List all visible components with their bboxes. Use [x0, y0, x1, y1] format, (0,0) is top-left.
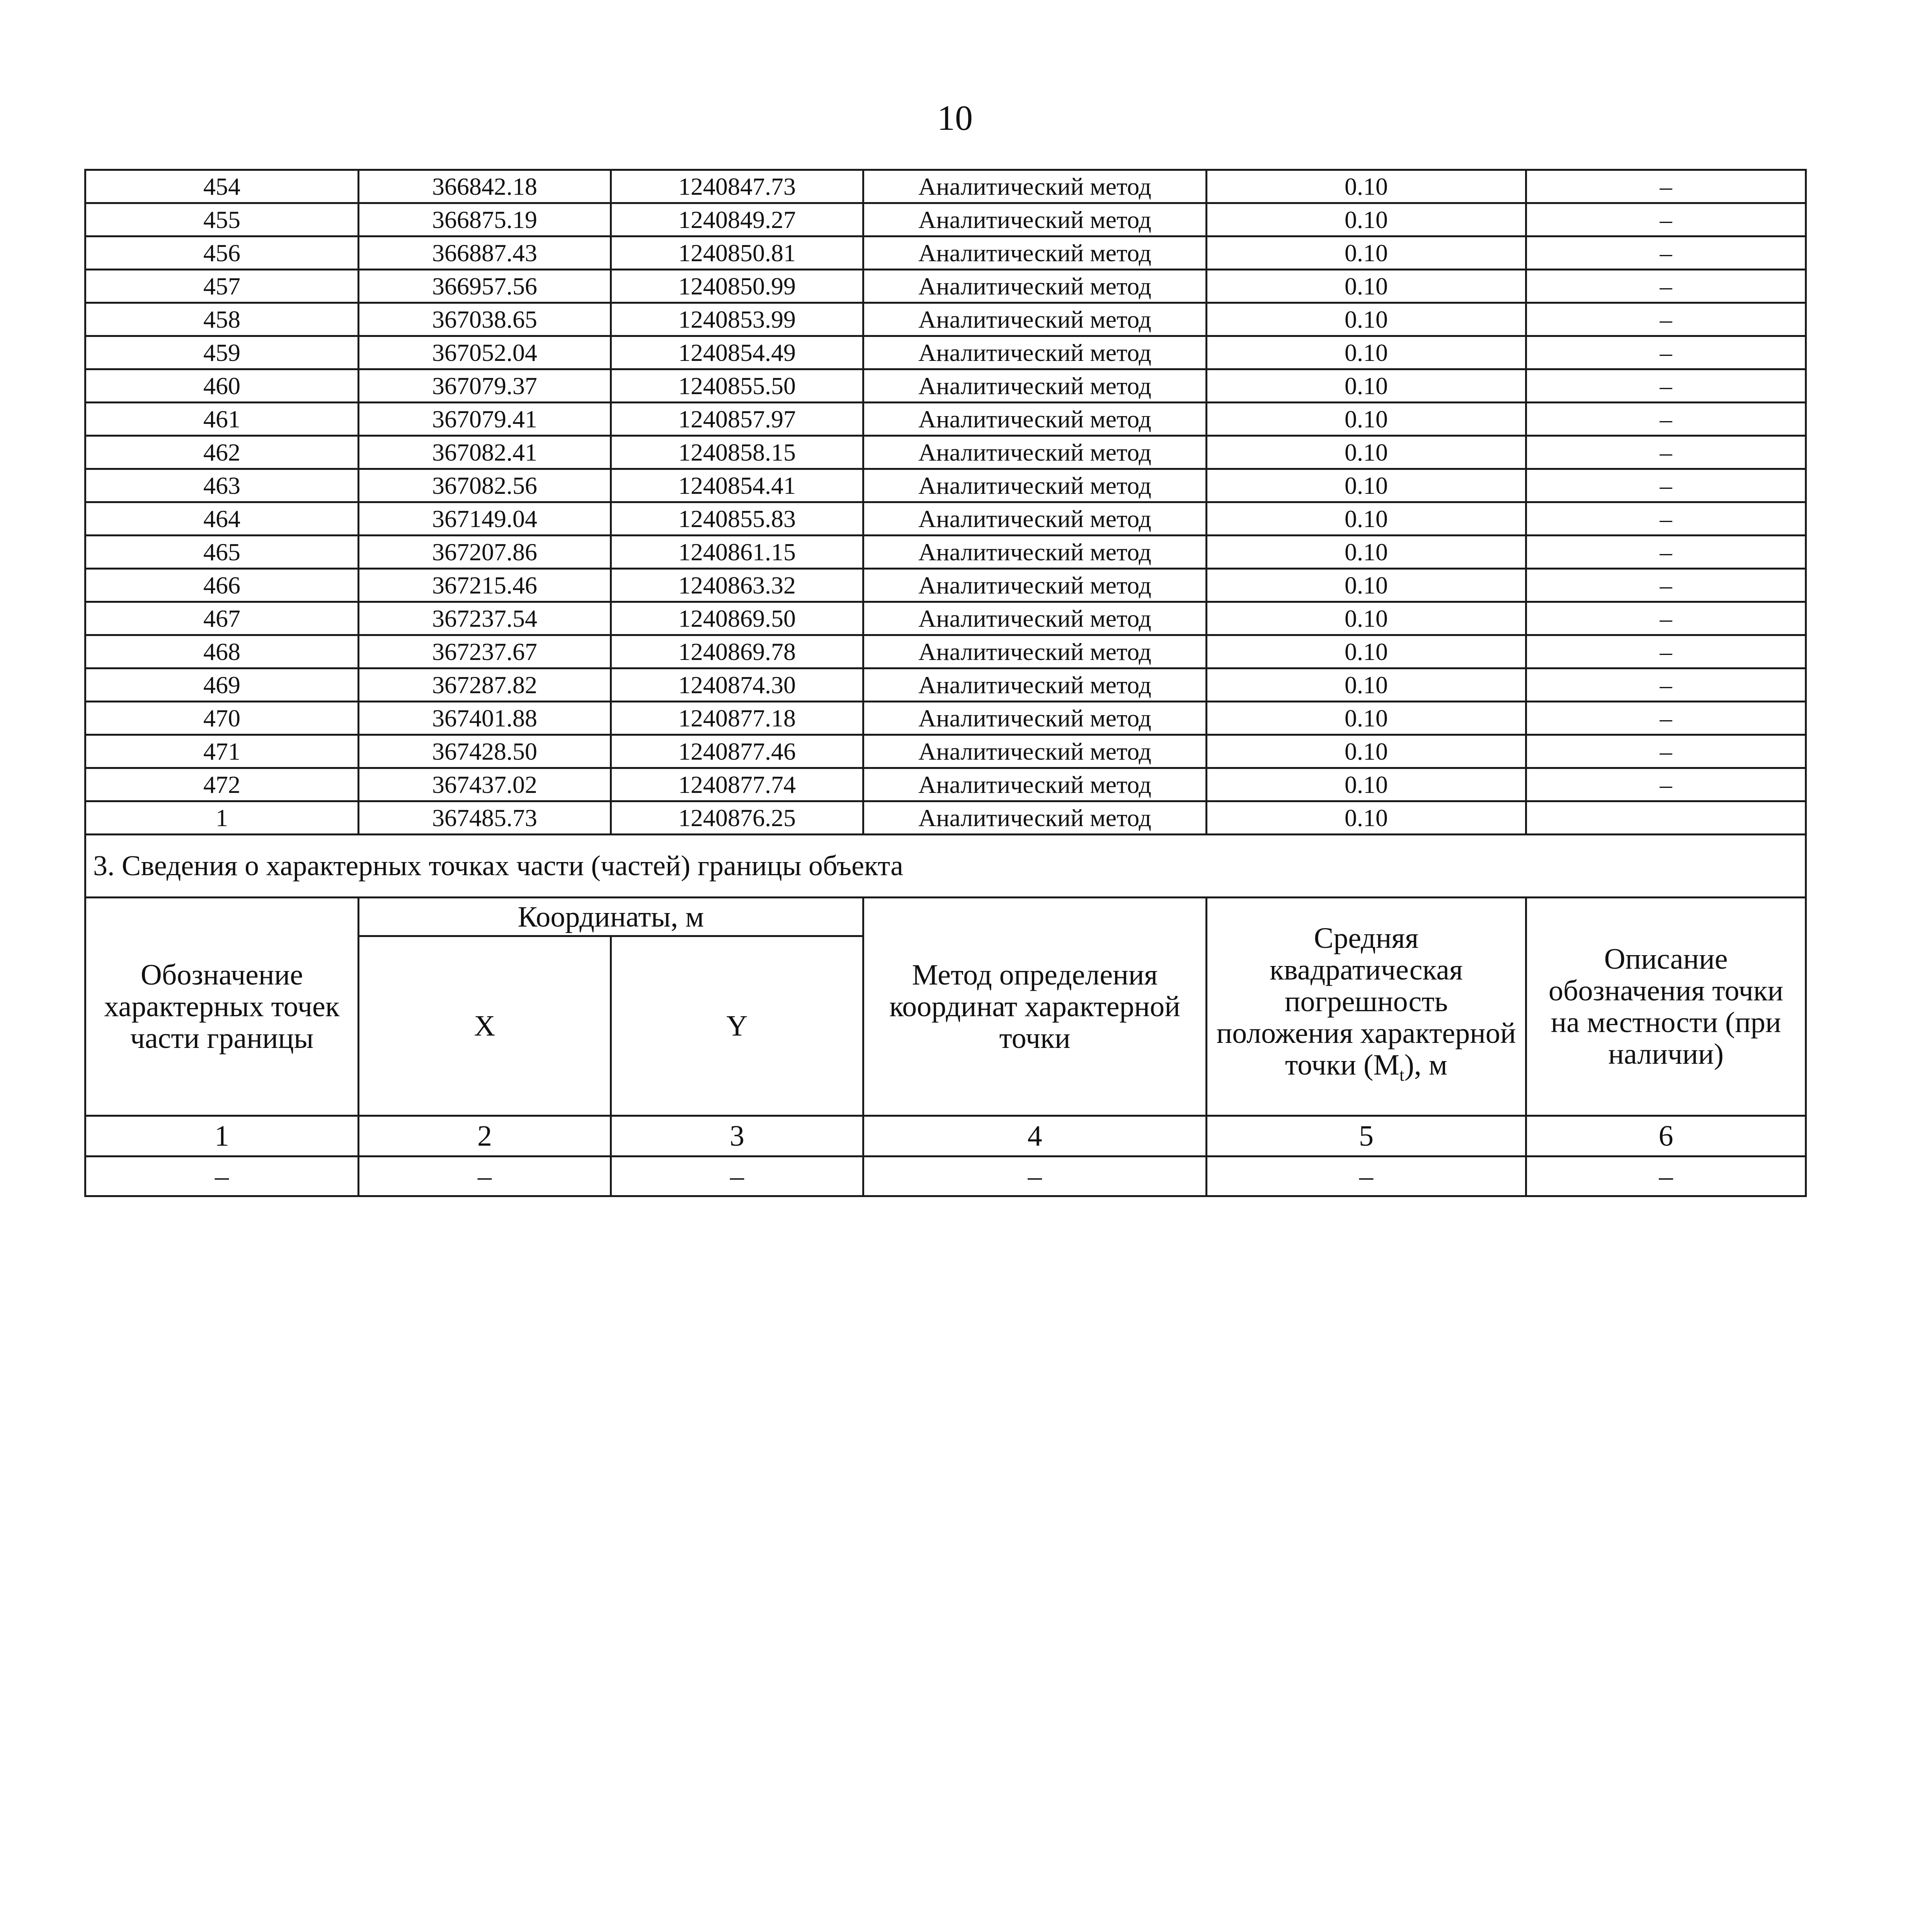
column-number: 2 [359, 1116, 611, 1156]
cell-description: – [1526, 602, 1806, 635]
header-error [1207, 898, 1526, 1116]
cell-y: 1240854.41 [611, 469, 863, 502]
coordinates-table-body [85, 170, 1806, 835]
cell-error: 0.10 [1207, 170, 1526, 203]
cell-point: 457 [85, 270, 359, 303]
cell-method: Аналитический метод [863, 602, 1207, 635]
cell-y: 1240850.99 [611, 270, 863, 303]
cell-error: 0.10 [1207, 536, 1526, 569]
cell-y: 1240853.99 [611, 303, 863, 336]
empty-cell: – [85, 1156, 359, 1196]
cell-x: 367287.82 [359, 668, 611, 702]
cell-x: 366875.19 [359, 203, 611, 236]
cell-description: – [1526, 236, 1806, 270]
table-row [85, 469, 1806, 502]
cell-y: 1240877.18 [611, 702, 863, 735]
cell-x: 367428.50 [359, 735, 611, 768]
cell-description: – [1526, 270, 1806, 303]
cell-description: – [1526, 502, 1806, 536]
cell-point: 467 [85, 602, 359, 635]
cell-error: 0.10 [1207, 635, 1526, 668]
cell-method: Аналитический метод [863, 336, 1207, 369]
cell-y: 1240877.74 [611, 768, 863, 801]
column-numbers-row [85, 1116, 1806, 1156]
cell-x: 367437.02 [359, 768, 611, 801]
cell-description: – [1526, 536, 1806, 569]
table-row [85, 768, 1806, 801]
empty-cell: – [359, 1156, 611, 1196]
table-row [85, 270, 1806, 303]
cell-description: – [1526, 735, 1806, 768]
cell-point: 460 [85, 369, 359, 403]
cell-y: 1240854.49 [611, 336, 863, 369]
header-y: Y [611, 936, 863, 1116]
column-number: 6 [1526, 1116, 1806, 1156]
header-error-sub: t [1399, 1065, 1404, 1085]
cell-error: 0.10 [1207, 270, 1526, 303]
cell-error: 0.10 [1207, 469, 1526, 502]
empty-cell: – [863, 1156, 1207, 1196]
cell-x: 366887.43 [359, 236, 611, 270]
cell-y: 1240876.25 [611, 801, 863, 835]
cell-method: Аналитический метод [863, 203, 1207, 236]
header-point-designation: Обозначение характерных точек части границы [85, 898, 359, 1116]
cell-y: 1240861.15 [611, 536, 863, 569]
cell-description: – [1526, 369, 1806, 403]
cell-error: 0.10 [1207, 303, 1526, 336]
cell-y: 1240869.78 [611, 635, 863, 668]
cell-method: Аналитический метод [863, 502, 1207, 536]
cell-method: Аналитический метод [863, 801, 1207, 835]
header-x: X [359, 936, 611, 1116]
cell-description: – [1526, 668, 1806, 702]
cell-point: 468 [85, 635, 359, 668]
cell-y: 1240869.50 [611, 602, 863, 635]
header-error-prefix: Средняя квадратическая погрешность положения характерной точки (M [1216, 922, 1516, 1081]
cell-x: 367215.46 [359, 569, 611, 602]
section-3-header-row [85, 898, 1806, 936]
table-row [85, 602, 1806, 635]
cell-method: Аналитический метод [863, 668, 1207, 702]
empty-cell: – [1526, 1156, 1806, 1196]
section-3-title-row [85, 835, 1806, 898]
table-row [85, 203, 1806, 236]
cell-y: 1240849.27 [611, 203, 863, 236]
table-row [85, 735, 1806, 768]
cell-point: 462 [85, 436, 359, 469]
cell-description [1526, 801, 1806, 835]
cell-x: 367149.04 [359, 502, 611, 536]
cell-error: 0.10 [1207, 203, 1526, 236]
cell-y: 1240850.81 [611, 236, 863, 270]
cell-x: 366842.18 [359, 170, 611, 203]
cell-error: 0.10 [1207, 569, 1526, 602]
cell-point: 472 [85, 768, 359, 801]
cell-description: – [1526, 403, 1806, 436]
cell-method: Аналитический метод [863, 303, 1207, 336]
cell-point: 463 [85, 469, 359, 502]
header-error-suffix: ), м [1404, 1048, 1448, 1081]
header-coordinates: Координаты, м [359, 898, 863, 936]
table-row [85, 236, 1806, 270]
cell-point: 461 [85, 403, 359, 436]
cell-point: 471 [85, 735, 359, 768]
column-number: 3 [611, 1116, 863, 1156]
cell-x: 366957.56 [359, 270, 611, 303]
cell-method: Аналитический метод [863, 735, 1207, 768]
column-number: 1 [85, 1116, 359, 1156]
header-method: Метод определения координат характерной точки [863, 898, 1207, 1116]
cell-error: 0.10 [1207, 502, 1526, 536]
cell-y: 1240874.30 [611, 668, 863, 702]
cell-x: 367485.73 [359, 801, 611, 835]
cell-x: 367401.88 [359, 702, 611, 735]
column-number: 5 [1207, 1116, 1526, 1156]
cell-error: 0.10 [1207, 336, 1526, 369]
cell-x: 367079.41 [359, 403, 611, 436]
cell-point: 458 [85, 303, 359, 336]
cell-x: 367237.67 [359, 635, 611, 668]
cell-y: 1240855.50 [611, 369, 863, 403]
cell-method: Аналитический метод [863, 436, 1207, 469]
cell-error: 0.10 [1207, 801, 1526, 835]
cell-method: Аналитический метод [863, 635, 1207, 668]
table-row [85, 801, 1806, 835]
section-3-title: 3. Сведения о характерных точках части (частей) границы объекта [85, 835, 1806, 898]
table-row [85, 702, 1806, 735]
cell-description: – [1526, 436, 1806, 469]
cell-x: 367079.37 [359, 369, 611, 403]
cell-description: – [1526, 469, 1806, 502]
cell-method: Аналитический метод [863, 469, 1207, 502]
cell-x: 367082.41 [359, 436, 611, 469]
cell-y: 1240877.46 [611, 735, 863, 768]
cell-description: – [1526, 203, 1806, 236]
cell-point: 469 [85, 668, 359, 702]
cell-y: 1240858.15 [611, 436, 863, 469]
cell-method: Аналитический метод [863, 369, 1207, 403]
empty-cell: – [1207, 1156, 1526, 1196]
table-row [85, 336, 1806, 369]
cell-description: – [1526, 635, 1806, 668]
cell-method: Аналитический метод [863, 536, 1207, 569]
table-row [85, 569, 1806, 602]
cell-description: – [1526, 702, 1806, 735]
cell-description: – [1526, 170, 1806, 203]
table-row [85, 303, 1806, 336]
empty-data-row [85, 1156, 1806, 1196]
cell-point: 464 [85, 502, 359, 536]
cell-method: Аналитический метод [863, 236, 1207, 270]
cell-point: 1 [85, 801, 359, 835]
cell-error: 0.10 [1207, 668, 1526, 702]
cell-x: 367207.86 [359, 536, 611, 569]
cell-error: 0.10 [1207, 735, 1526, 768]
cell-description: – [1526, 569, 1806, 602]
table-row [85, 170, 1806, 203]
cell-method: Аналитический метод [863, 170, 1207, 203]
cell-error: 0.10 [1207, 602, 1526, 635]
empty-cell: – [611, 1156, 863, 1196]
table-row [85, 369, 1806, 403]
cell-point: 466 [85, 569, 359, 602]
cell-x: 367052.04 [359, 336, 611, 369]
cell-error: 0.10 [1207, 369, 1526, 403]
cell-point: 465 [85, 536, 359, 569]
cell-point: 470 [85, 702, 359, 735]
table-row [85, 436, 1806, 469]
cell-y: 1240863.32 [611, 569, 863, 602]
coordinates-table [84, 169, 1807, 1197]
cell-method: Аналитический метод [863, 569, 1207, 602]
cell-error: 0.10 [1207, 768, 1526, 801]
cell-point: 454 [85, 170, 359, 203]
cell-point: 455 [85, 203, 359, 236]
cell-method: Аналитический метод [863, 702, 1207, 735]
cell-description: – [1526, 303, 1806, 336]
cell-error: 0.10 [1207, 403, 1526, 436]
cell-point: 456 [85, 236, 359, 270]
cell-point: 459 [85, 336, 359, 369]
cell-y: 1240857.97 [611, 403, 863, 436]
cell-method: Аналитический метод [863, 768, 1207, 801]
cell-description: – [1526, 336, 1806, 369]
cell-x: 367038.65 [359, 303, 611, 336]
cell-method: Аналитический метод [863, 403, 1207, 436]
cell-method: Аналитический метод [863, 270, 1207, 303]
table-row [85, 635, 1806, 668]
cell-error: 0.10 [1207, 436, 1526, 469]
cell-error: 0.10 [1207, 236, 1526, 270]
cell-x: 367237.54 [359, 602, 611, 635]
page-number: 10 [937, 98, 973, 138]
cell-description: – [1526, 768, 1806, 801]
header-description: Описание обозначения точки на местности (при наличии) [1526, 898, 1806, 1116]
table-row [85, 536, 1806, 569]
cell-y: 1240847.73 [611, 170, 863, 203]
cell-y: 1240855.83 [611, 502, 863, 536]
cell-error: 0.10 [1207, 702, 1526, 735]
table-row [85, 668, 1806, 702]
table-row [85, 502, 1806, 536]
column-number: 4 [863, 1116, 1207, 1156]
table-row [85, 403, 1806, 436]
cell-x: 367082.56 [359, 469, 611, 502]
